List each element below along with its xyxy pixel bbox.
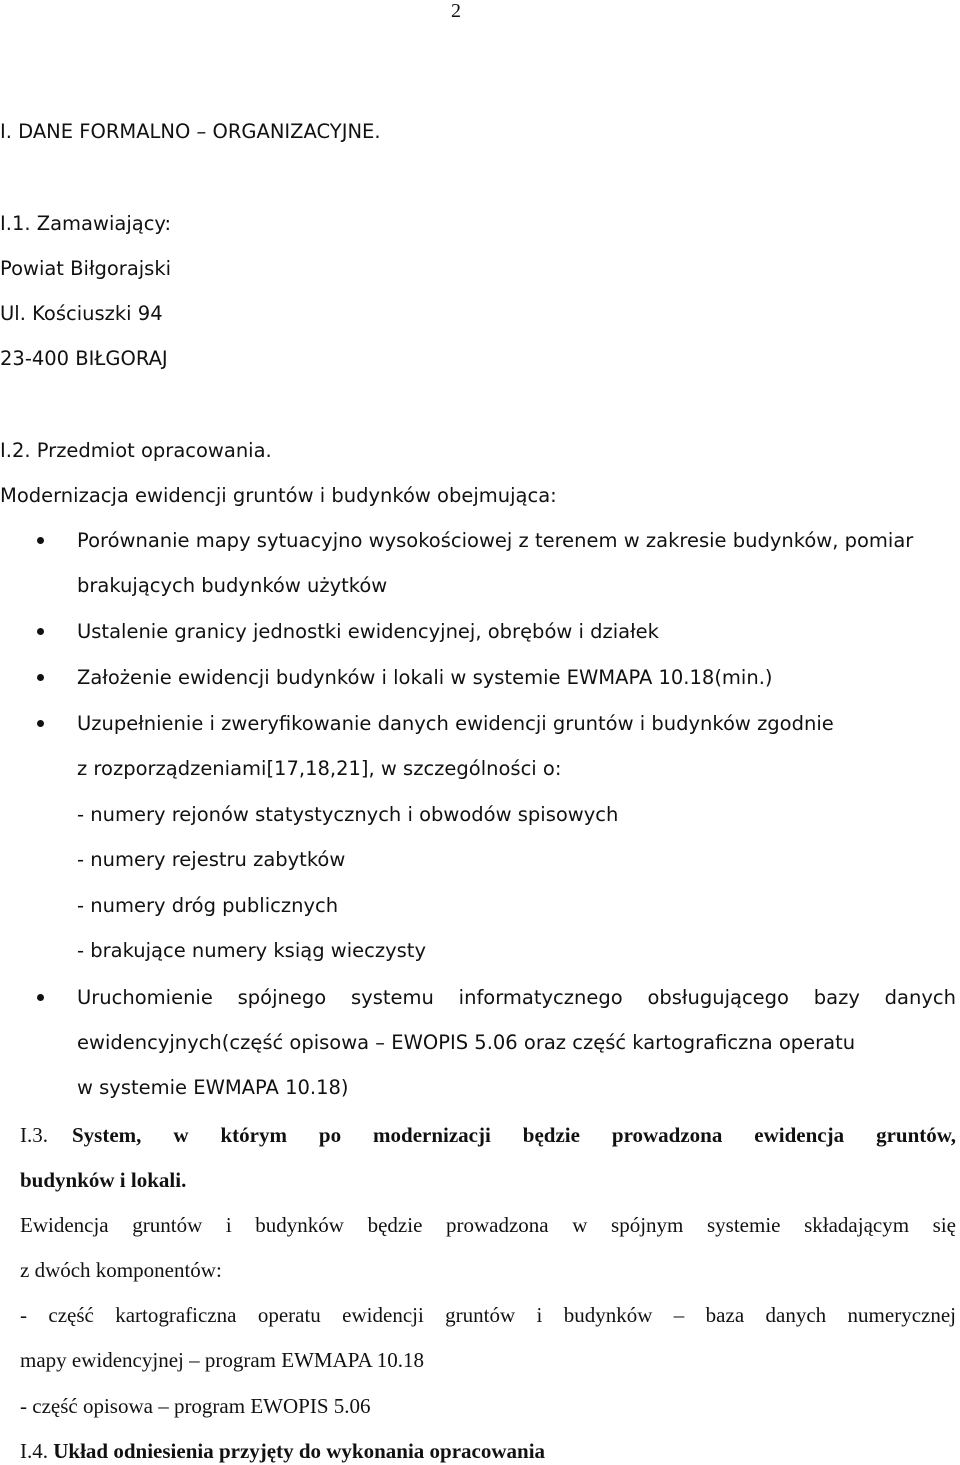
paragraph-line: z dwóch komponentów:: [20, 1258, 222, 1282]
component-line: mapy ewidencyjnej – program EWMAPA 10.18: [20, 1348, 424, 1372]
przedmiot-number: I.2.: [0, 439, 37, 462]
bullet-line: z rozporządzeniami[17,18,21], w szczególności o:: [77, 757, 562, 780]
bullet-line: w systemie EWMAPA 10.18): [77, 1076, 349, 1099]
address-line: Powiat Biłgorajski: [0, 257, 172, 280]
intro-text: Modernizacja ewidencji gruntów i budynków obejmująca:: [0, 484, 557, 507]
bullet-dot: [37, 720, 44, 727]
bullet-subitem: - numery dróg publicznych: [77, 894, 339, 917]
bullet-line: Uruchomienie spójnego systemu informatycznego obsługującego bazy danych: [77, 986, 956, 1009]
bullet-line: Porównanie mapy sytuacyjno wysokościowej z terenem w zakresie budynków, pomiar: [77, 529, 914, 552]
section-heading: I. DANE FORMALNO – ORGANIZACYJNE.: [0, 120, 381, 143]
paragraph-line: Ewidencja gruntów i budynków będzie prowadzona w spójnym systemie składającym się: [20, 1213, 956, 1237]
bullet-subitem: - numery rejestru zabytków: [77, 848, 346, 871]
bullet-line: Uzupełnienie i zweryfikowanie danych ewidencji gruntów i budynków zgodnie: [77, 712, 834, 735]
bullet-line: ewidencyjnych(część opisowa – EWOPIS 5.06 oraz część kartograficzna operatu: [77, 1031, 856, 1054]
zamawiajacy-label: I.1. Zamawiający:: [0, 212, 172, 235]
bullet-line: Ustalenie granicy jednostki ewidencyjnej, obrębów i działek: [77, 620, 659, 643]
bullet-subitem: - numery rejonów statystycznych i obwodów spisowych: [77, 803, 619, 826]
bullet-dot: [37, 994, 44, 1001]
component-line: - część opisowa – program EWOPIS 5.06: [20, 1394, 371, 1418]
address-line: Ul. Kościuszki 94: [0, 302, 163, 325]
bullet-dot: [37, 537, 44, 544]
uklad-title: Układ odniesienia przyjęty do wykonania opracowania: [53, 1439, 546, 1463]
bullet-subitem: - brakujące numery ksiąg wieczysty: [77, 939, 426, 962]
bullet-dot: [37, 674, 44, 681]
bullet-line: brakujących budynków użytków: [77, 574, 388, 597]
przedmiot-title: Przedmiot opracowania.: [36, 439, 272, 462]
uklad-heading: [20, 1438, 545, 1464]
przedmiot-heading: [0, 438, 272, 464]
system-title: System, w którym po modernizacji będzie prowadzona ewidencja gruntów,: [72, 1123, 956, 1147]
bullet-dot: [37, 628, 44, 635]
bullet-line: Założenie ewidencji budynków i lokali w systemie EWMAPA 10.18(min.): [77, 666, 773, 689]
page-number: 2: [451, 0, 461, 22]
address-line: 23-400 BIŁGORAJ: [0, 347, 168, 370]
component-line: - część kartograficzna operatu ewidencji gruntów i budynków – baza danych numerycznej: [20, 1303, 956, 1327]
system-title-cont: budynków i lokali.: [20, 1168, 187, 1192]
uklad-number: I.4.: [20, 1439, 54, 1463]
system-number: I.3.: [20, 1123, 48, 1147]
